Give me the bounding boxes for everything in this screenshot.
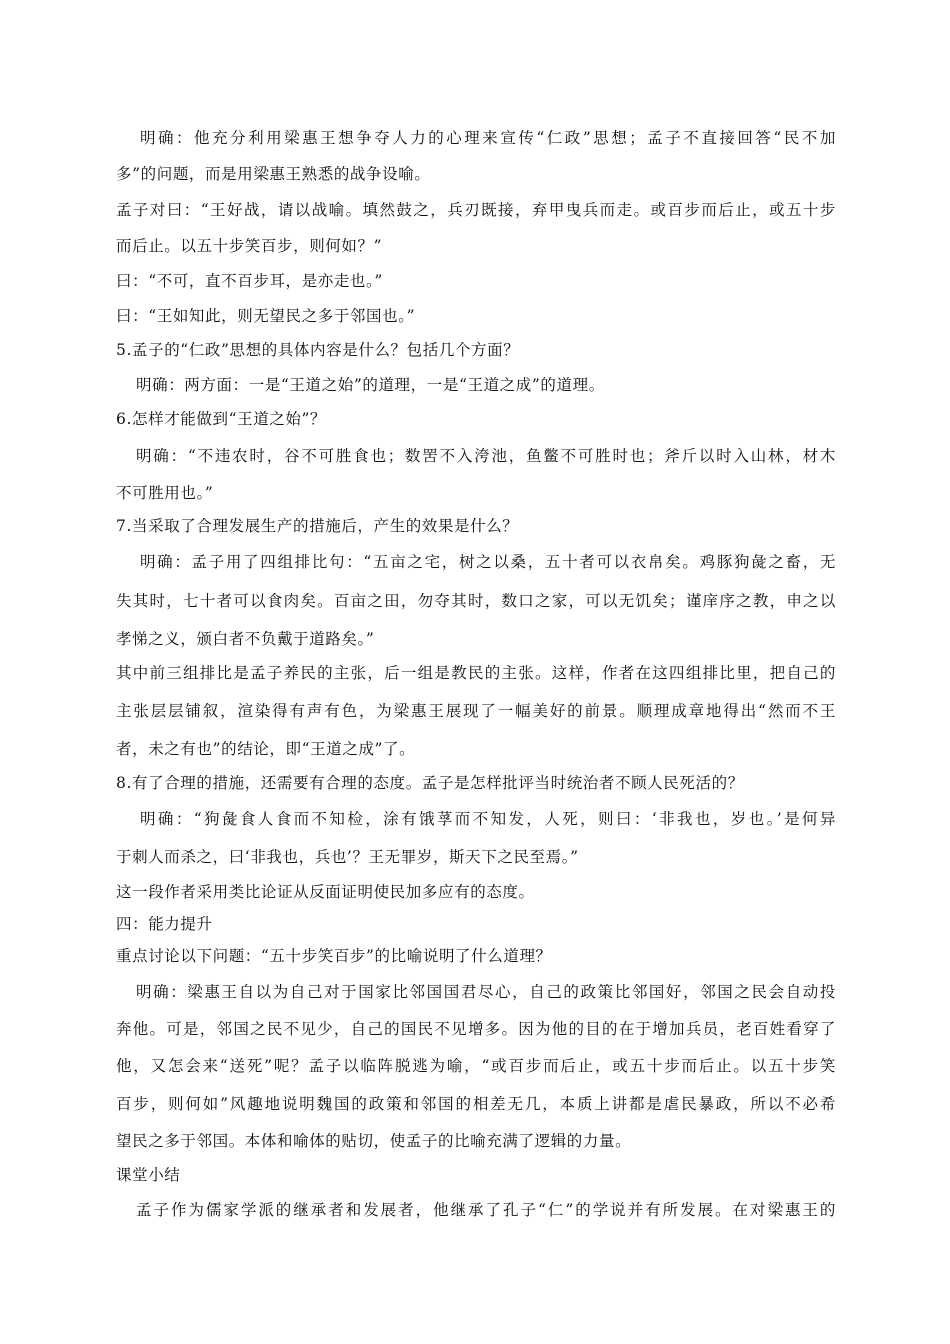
discussion-answer-line: 百步，则何如”风趣地说明魏国的政策和邻国的相差无几，本质上讲都是虐民暴政，所以不必希 [116, 1095, 836, 1113]
question-5: 5.孟子的“仁政”思想的具体内容是什么？包括几个方面？ [116, 341, 520, 359]
quote-line: 孟子对曰：“王好战，请以战喻。填然鼓之，兵刃既接，弃甲曳兵而走。或百步而后止，或五十步 [116, 201, 836, 219]
question-7: 7.当采取了合理发展生产的措施后，产生的效果是什么？ [116, 517, 519, 535]
quote-line: 而后止。以五十步笑百步，则何如？” [116, 237, 383, 255]
discussion-answer-line: 明确：梁惠王自以为自己对于国家比邻国国君尽心，自己的政策比邻国好，邻国之民会自动投 [136, 983, 836, 1001]
analysis-line: 其中前三组排比是孟子养民的主张，后一组是教民的主张。这样，作者在这四组排比里，把自己的 [116, 664, 836, 682]
summary-paragraph-line: 孟子作为儒家学派的继承者和发展者，他继承了孔子“仁”的学说并有所发展。在对梁惠王的 [136, 1201, 836, 1219]
answer-8-line: 明确：“狗彘食人食而不知检，涂有饿莩而不知发，人死，则曰：‘非我也，岁也。’是何异 [140, 810, 836, 828]
answer-6-line: 明确：“不违农时，谷不可胜食也；数罟不入洿池，鱼鳖不可胜时也；斧斤以时入山林，材木 [136, 447, 836, 465]
answer-paragraph-line: 多”的问题，而是用梁惠王熟悉的战争设喻。 [116, 165, 431, 183]
analysis-line: 主张层层铺叙，渲染得有声有色，为梁惠王展现了一幅美好的前景。顺理成章地得出“然而不王 [116, 702, 836, 720]
question-8: 8.有了合理的措施，还需要有合理的态度。孟子是怎样批评当时统治者不顾人民死活的？ [116, 774, 744, 792]
answer-7-line: 孝悌之义，颁白者不负戴于道路矣。” [116, 630, 375, 648]
discussion-answer-line: 望民之多于邻国。本体和喻体的贴切，使孟子的比喻充满了逻辑的力量。 [116, 1132, 632, 1150]
answer-5: 明确：两方面：一是“王道之始”的道理，一是“王道之成”的道理。 [136, 376, 605, 394]
quote-line: 曰：“不可，直不百步耳，是亦走也。” [116, 272, 383, 290]
summary-8: 这一段作者采用类比论证从反面证明使民加多应有的态度。 [116, 883, 535, 901]
discussion-answer-line: 奔他。可是，邻国之民不见少，自己的国民不见增多。因为他的目的在于增加兵员，老百姓看穿了 [116, 1020, 836, 1038]
answer-7-line: 明确：孟子用了四组排比句：“五亩之宅，树之以桑，五十者可以衣帛矣。鸡豚狗彘之畜，无 [140, 553, 836, 571]
quote-line: 曰：“王如知此，则无望民之多于邻国也。” [116, 307, 416, 325]
discussion-answer-line: 他，又怎会来“送死”呢？孟子以临阵脱逃为喻，“或百步而后止，或五十步而后止。以五十步笑 [116, 1057, 836, 1075]
answer-8-line: 于刺人而杀之，曰‘非我也，兵也’？王无罪岁，斯天下之民至焉。” [116, 848, 579, 866]
answer-6-line: 不可胜用也。” [116, 484, 214, 502]
answer-paragraph-line: 明确：他充分利用梁惠王想争夺人力的心理来宣传“仁政”思想；孟子不直接回答“民不加 [140, 129, 836, 147]
answer-7-line: 失其时，七十者可以食肉矣。百亩之田，勿夺其时，数口之家，可以无饥矣；谨庠序之教，申之以 [116, 592, 836, 610]
section-heading-summary: 课堂小结 [116, 1166, 181, 1184]
discussion-question: 重点讨论以下问题：“五十步笑百步”的比喻说明了什么道理？ [116, 947, 552, 965]
analysis-line: 者，未之有也”的结论，即“王道之成”了。 [116, 740, 416, 758]
question-6: 6.怎样才能做到“王道之始”？ [116, 410, 327, 428]
section-heading-4: 四：能力提升 [116, 915, 213, 933]
